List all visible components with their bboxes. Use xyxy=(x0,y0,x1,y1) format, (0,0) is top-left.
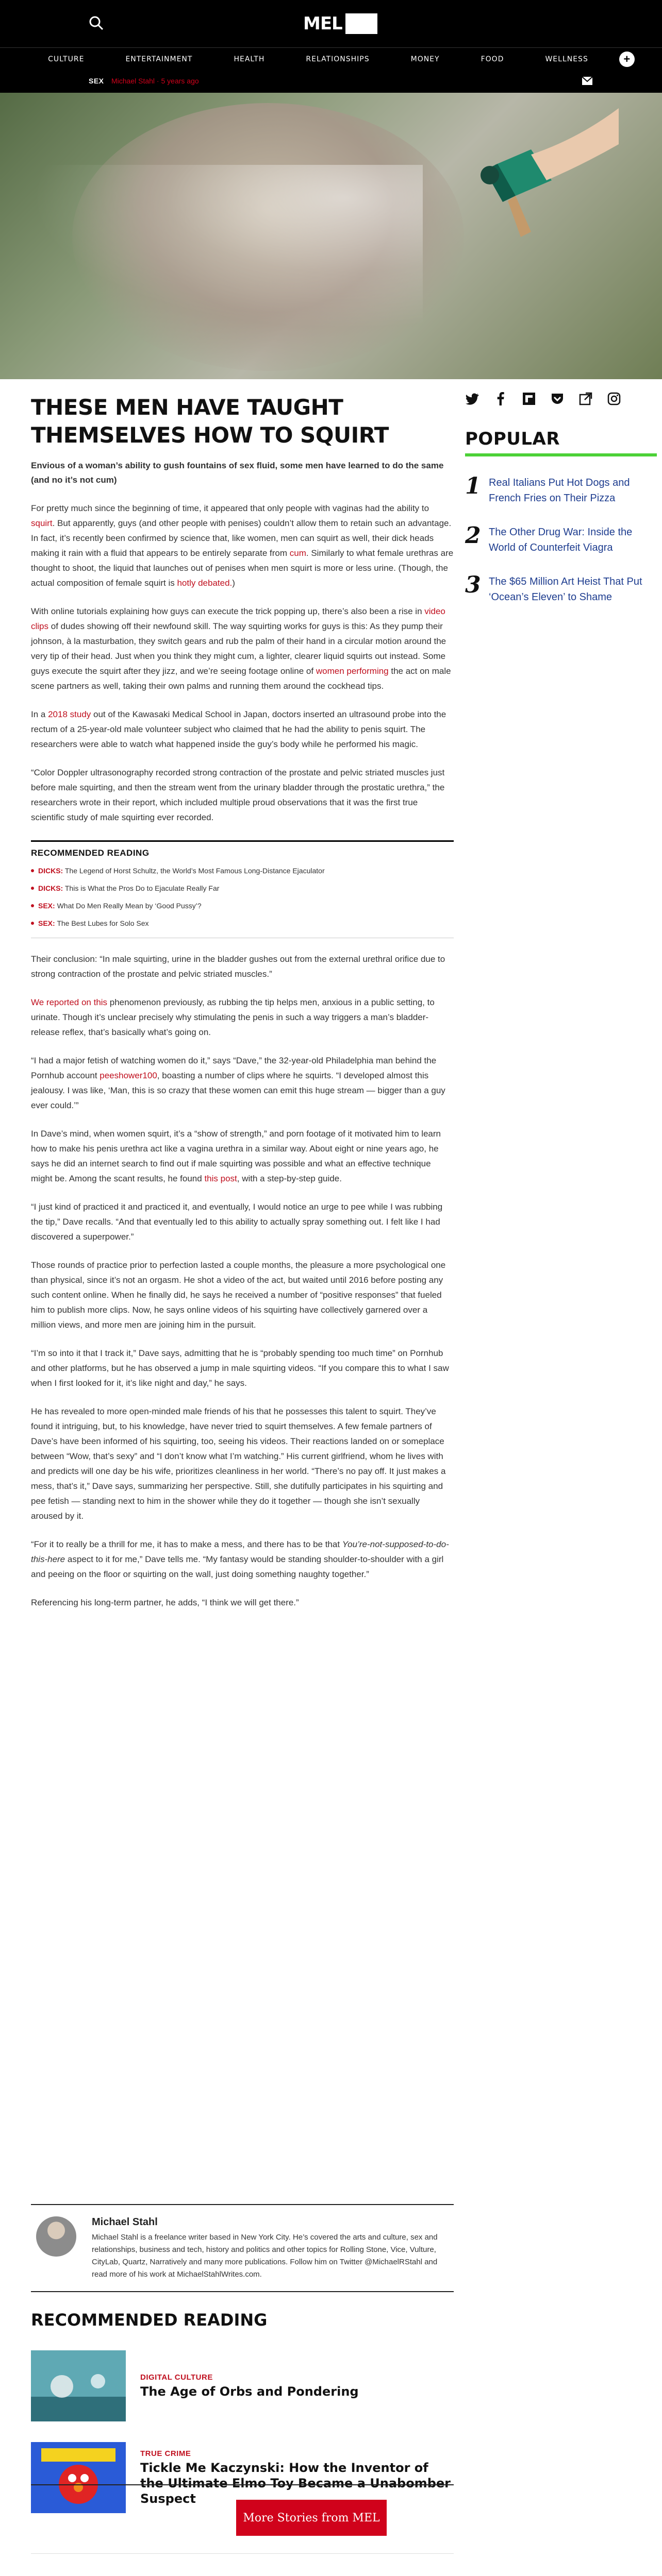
card-category[interactable]: DIGITAL CULTURE xyxy=(140,2372,213,2382)
inline-recommended-item[interactable] xyxy=(31,901,454,911)
more-sections-button[interactable]: + xyxy=(619,52,635,67)
text: For pretty much since the beginning of time, it appeared that only people with vaginas had the ability to xyxy=(31,503,429,513)
search-icon[interactable] xyxy=(89,15,104,31)
article-subbar xyxy=(0,70,662,93)
paragraph: “I just kind of practiced it and practiced it, and eventually, I would notice an urge to pee while I was rubbing the tip,” Dave recalls. “And that eventually led to this ability to actually spray something out. I felt like I had discovered a superpower.” xyxy=(31,1202,443,1242)
inline-link[interactable]: We reported on this xyxy=(31,997,108,1007)
popular-heading: POPULAR xyxy=(465,429,560,449)
elmo-thumbnail[interactable] xyxy=(31,2442,126,2513)
article-dek: Envious of a woman’s ability to gush fountains of sex fluid, some men have learned to do the same (and no it’s not cum) xyxy=(31,461,444,485)
text: In Dave’s mind, when women squirt, it’s a “show of strength,” and porn footage of it motivated him to learn how to make his penis urethra act like a vagina urethra in a similar way. About eight or nine years ago, he says he did an internet search to find out if male squirting was possible and what an effective technique might be. Among the scant results, he found xyxy=(31,1129,441,1183)
card-category[interactable]: TRUE CRIME xyxy=(140,2449,191,2458)
main-nav xyxy=(0,47,662,70)
orbs-thumbnail[interactable] xyxy=(31,2350,126,2421)
nav-money[interactable]: MONEY xyxy=(410,55,440,63)
paragraph xyxy=(31,501,454,590)
text: phenomenon previously, as rubbing the tip helps men, anxious in a public setting, to urinate. Though it’s unclear precisely why stimulating the penis in such a way triggers a man’s bladder-release reflex, that’s basically what’s going on. xyxy=(31,997,435,1037)
nav-food[interactable]: FOOD xyxy=(481,55,504,63)
facebook-icon[interactable] xyxy=(493,392,508,406)
mail-icon[interactable] xyxy=(582,76,593,86)
inline-link[interactable]: women performing xyxy=(316,666,389,676)
inline-link[interactable]: 2018 study xyxy=(48,709,91,719)
paragraph: Their conclusion: “In male squirting, urine in the bladder gushes out from the external urethral orifice due to strong contraction of the prostate and pelvic striated muscles.” xyxy=(31,954,445,979)
popular-rank: 3 xyxy=(465,572,481,598)
popular-rank: 2 xyxy=(465,522,481,549)
popular-item[interactable] xyxy=(465,475,657,506)
logo-block xyxy=(345,13,377,34)
author-bio: Michael Stahl is a freelance writer based in New York City. He’s covered the arts and culture, sex and relationships, business and tech, history and politics and other topics for Rolling Stone, Vice, Vulture, CityLab, Quartz, Narratively and many more publications. Follow him on Twitter @MichaelRStahl and read more of his work at MichaelStahlWrites.com. xyxy=(92,2233,438,2279)
paragraph xyxy=(31,1126,454,1186)
card-title[interactable]: The Age of Orbs and Pondering xyxy=(140,2384,359,2399)
bullet-dot xyxy=(31,887,34,890)
more-stories-button[interactable]: More Stories from MEL xyxy=(236,2500,387,2536)
bullet-dot xyxy=(31,922,34,925)
inline-link[interactable]: hotly debated. xyxy=(177,578,233,588)
inline-link[interactable]: peeshower100 xyxy=(100,1071,157,1080)
more-divider-top xyxy=(31,2484,454,2485)
twitter-icon[interactable] xyxy=(465,392,479,406)
emphasis: You’re-not-supposed-to-do-this-here xyxy=(31,1539,449,1564)
paragraph: Referencing his long-term partner, he adds, “I think we will get there.” xyxy=(31,1598,299,1607)
popular-rule xyxy=(465,453,657,456)
inline-recommended-reading xyxy=(31,840,454,938)
site-logo[interactable] xyxy=(303,12,377,35)
paragraph: Those rounds of practice prior to perfection lasted a couple months, the pleasure a more psychological one than physical, since it’s not an orgasm. He shot a video of the act, but waited until 2016 before posting any such content online. When he finally did, he says he received a number of “positive responses” that fueled him to publish more clips. Now, he says online videos of his squirting have collectively garnered over a million views, and more men are joining him in the pursuit. xyxy=(31,1260,446,1330)
inline-link[interactable]: this post xyxy=(204,1174,237,1183)
popular-item[interactable] xyxy=(465,524,657,555)
popular-title[interactable]: The Other Drug War: Inside the World of Counterfeit Viagra xyxy=(489,527,633,553)
recommended-reading xyxy=(31,2310,454,2513)
bullet-dot xyxy=(31,904,34,907)
inline-recommended-heading: RECOMMENDED READING xyxy=(31,848,150,858)
external-share-icon[interactable] xyxy=(578,392,593,406)
paragraph xyxy=(31,1053,454,1113)
text: In a xyxy=(31,709,48,719)
nav-health[interactable]: HEALTH xyxy=(234,55,265,63)
top-bar xyxy=(0,0,662,47)
section-tag[interactable]: SEX xyxy=(89,77,104,85)
item-title: The Legend of Horst Schultz, the World’s Most Famous Long-Distance Ejaculator xyxy=(64,867,325,875)
popular-item[interactable] xyxy=(465,574,657,605)
item-category: DICKS: xyxy=(38,884,63,892)
nav-culture[interactable]: CULTURE xyxy=(48,55,85,63)
item-category: DICKS: xyxy=(38,867,63,875)
pocket-icon[interactable] xyxy=(550,392,565,406)
nav-entertainment[interactable]: ENTERTAINMENT xyxy=(125,55,193,63)
paragraph: “I’m so into it that I track it,” Dave says, admitting that he is “probably spending too much time” on Pornhub and other platforms, but he has observed a jump in male squirting videos. “If you compare this to what I saw when I first looked for it, it’s like night and day,” he says. xyxy=(31,1348,449,1388)
paragraph xyxy=(31,604,454,693)
text: aspect to it for me,” Dave tells me. “My fantasy would be standing shoulder-to-shoulder with a girl and peeing on the floor or squirting on the wall, just doing something naughty together.” xyxy=(31,1554,444,1579)
item-title: The Best Lubes for Solo Sex xyxy=(57,919,149,927)
text: . Similarly to what female urethras are thought to shoot, the liquid that launches out of penises when men squirt is more or less urine. (Though, the actual composition of female squirt is xyxy=(31,548,454,588)
text: of dudes showing off their newfound skill. The way squirting works for guys is this: As they pump their johnson, à la masturbation, they switch gears and rub the palm of their hand in a circular motion around the very tip of their head. Just when you think they might cum, a lighter, clearer liquid squirts out instead. Some guys execute the squirt after they jizz, and we’re seeing footage online of xyxy=(31,621,446,676)
inline-link[interactable]: video clips xyxy=(31,606,445,631)
hero-image xyxy=(0,93,662,379)
recommended-card[interactable] xyxy=(31,2350,454,2421)
bullet-dot xyxy=(31,869,34,872)
item-category: SEX: xyxy=(38,902,55,910)
text: . But apparently, guys (and other people with penises) couldn’t allow them to retain such an advantage. In fact, it’s recently been confirmed by science that, like women, men can squirt as well, their dick heads making it rain with a fluid that appears to be entirely separate from xyxy=(31,518,452,558)
inline-link[interactable]: cum xyxy=(289,548,306,558)
main-content xyxy=(0,379,662,2524)
text: the act on male scene partners as well, taking their own palms and running them around the cockhead tips. xyxy=(31,666,451,691)
inline-link[interactable]: squirt xyxy=(31,518,53,528)
text: out of the Kawasaki Medical School in Japan, doctors inserted an ultrasound probe into the rectum of a 25-year-old male volunteer subject who claimed that he had the ability to penis squirt. The researchers were able to watch what happened inside the guy’s body while he performed his magic. xyxy=(31,709,446,749)
item-title: This is What the Pros Do to Ejaculate Really Far xyxy=(64,884,220,892)
inline-recommended-item[interactable] xyxy=(31,866,454,876)
article-body xyxy=(31,501,454,1610)
popular-title[interactable]: Real Italians Put Hot Dogs and French Fries on Their Pizza xyxy=(489,477,630,504)
flipboard-icon[interactable] xyxy=(522,392,536,406)
text: , boasting a number of clips where he squirts. “I developed almost this jealousy. I was like, ‘Man, this is so crazy that these women can emit this huge stream — bigger than a guy ever could.’” xyxy=(31,1071,445,1110)
text: “I had a major fetish of watching women do it,” says “Dave,” the 32-year-old Philadelphia man behind the Pornhub account xyxy=(31,1056,437,1080)
nav-relationships[interactable]: RELATIONSHIPS xyxy=(306,55,370,63)
paragraph: He has revealed to more open-minded male friends of his that he possesses this talent to squirt. They’ve found it intriguing, but, to his knowledge, have never tried to squirt themselves. A few female partners of Dave’s have been informed of his squirting, too, seeing his videos. Their reactions landed on or someplace between “Wow, that’s sexy” and “I don’t know what I’m watching.” His current girlfriend, whom he lives with and predicts will one day be his wife, prioritizes cleanliness in her world. “There’s no pay off. It just makes a mess, that’s it,” Dave says, summarizing her perspective. Still, she dutifully participates in his squirting and pee fetish — standing next to him in the shower while they do it together — though she isn’t sexually aroused by it. xyxy=(31,1406,446,1521)
share-bar xyxy=(465,392,621,406)
hose-nozzle-illustration xyxy=(361,108,619,278)
article xyxy=(31,394,454,1610)
card-title[interactable]: Tickle Me Kaczynski: How the Inventor of the Ultimate Elmo Toy Became a Unabomber Suspect xyxy=(140,2460,451,2506)
popular-sidebar xyxy=(465,429,657,605)
inline-recommended-item[interactable] xyxy=(31,918,454,928)
article-headline: THESE MEN HAVE TAUGHT THEMSELVES HOW TO SQUIRT xyxy=(31,395,389,448)
text: “For it to really be a thrill for me, it has to make a mess, and there has to be that xyxy=(31,1539,342,1549)
paragraph: “Color Doppler ultrasonography recorded strong contraction of the prostate and pelvic striated muscles just before male squirting, and then the stream went from the urinary bladder through the prostatic urethra,” the researchers wrote in their report, which included multiple proud observations that it was the first true scientific study of male squirting ever recorded. xyxy=(31,768,445,822)
more-divider-bottom xyxy=(31,2553,454,2554)
nav-wellness[interactable]: WELLNESS xyxy=(545,55,588,63)
recommended-heading: RECOMMENDED READING xyxy=(31,2310,268,2330)
popular-rank: 1 xyxy=(465,473,481,499)
paragraph xyxy=(31,1537,454,1582)
logo-text: MEL xyxy=(303,13,342,34)
popular-title[interactable]: The $65 Million Art Heist That Put ‘Ocean’s Eleven’ to Shame xyxy=(489,576,642,603)
item-title: What Do Men Really Mean by ‘Good Pussy’? xyxy=(57,902,202,910)
author-box xyxy=(31,2204,454,2292)
instagram-icon[interactable] xyxy=(607,392,621,406)
item-category: SEX: xyxy=(38,919,55,927)
text: , with a step-by-step guide. xyxy=(237,1174,342,1183)
text: ) xyxy=(232,578,235,588)
paragraph xyxy=(31,707,454,752)
inline-recommended-item[interactable] xyxy=(31,883,454,893)
author-name[interactable]: Michael Stahl xyxy=(92,2216,158,2228)
avatar[interactable] xyxy=(36,2216,76,2257)
byline-meta[interactable]: Michael Stahl · 5 years ago xyxy=(111,77,199,85)
text: With online tutorials explaining how guys can execute the trick popping up, there’s also been a rise in xyxy=(31,606,425,616)
paragraph xyxy=(31,995,454,1040)
